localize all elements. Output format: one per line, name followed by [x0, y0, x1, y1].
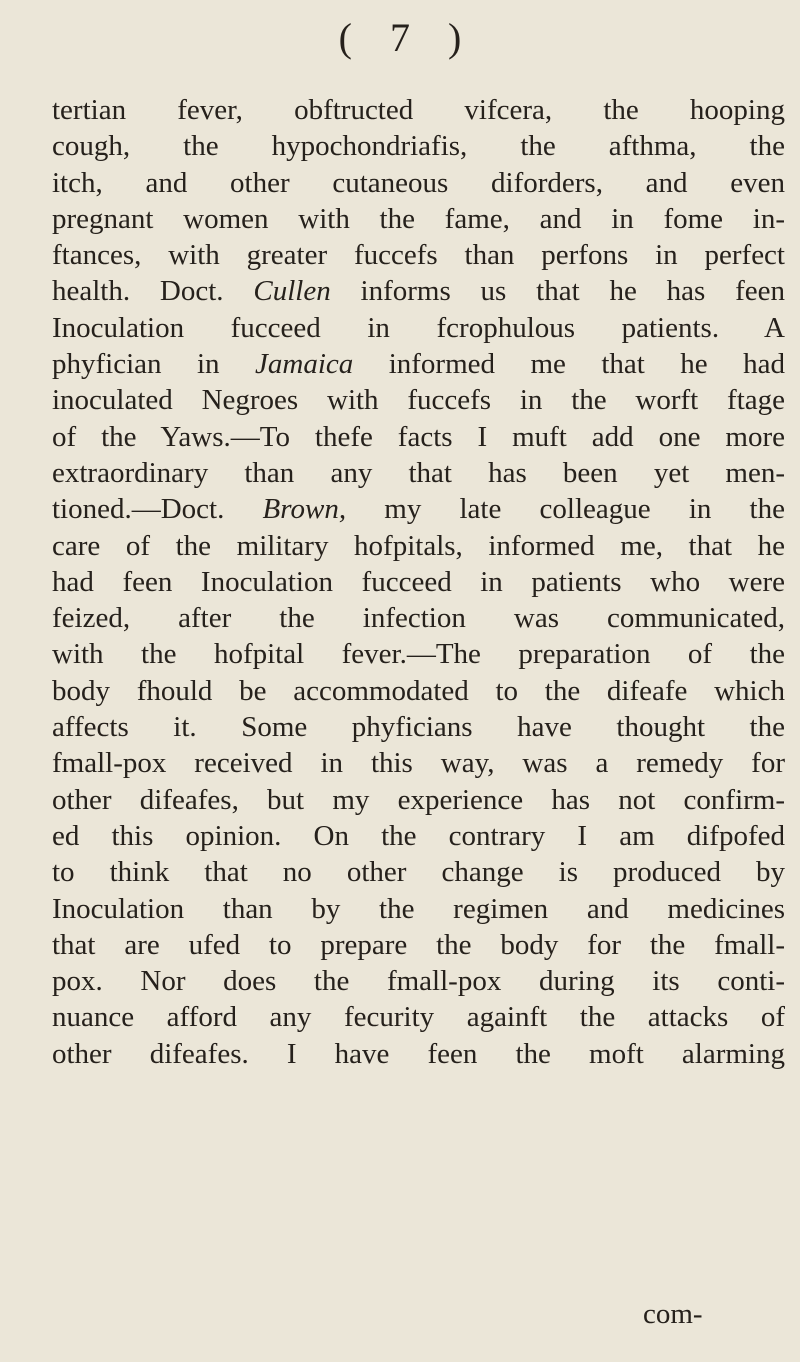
text-segment: my late colleague in the	[346, 493, 785, 526]
text-segment: pox. Nor does the fmall-pox during its conti-	[52, 965, 785, 998]
text-line	[52, 382, 785, 418]
text-line	[52, 782, 785, 818]
text-line	[52, 673, 785, 709]
text-line	[52, 201, 785, 237]
text-segment: itch, and other cutaneous diforders, and even	[52, 166, 785, 199]
italic-text: Brown,	[262, 493, 347, 526]
text-segment: of the Yaws.—To thefe facts I muft add one more	[52, 420, 785, 453]
text-line	[52, 963, 785, 999]
text-line	[52, 709, 785, 745]
page-number: ( 7 )	[338, 15, 476, 60]
text-segment: Inoculation fucceed in fcrophulous patients. A	[52, 311, 785, 344]
text-segment: cough, the hypochondriafis, the afthma, the	[52, 130, 785, 163]
text-segment: care of the military hofpitals, informed me, that he	[52, 529, 785, 562]
text-line	[52, 92, 785, 128]
text-segment: that are ufed to prepare the body for the fmall-	[52, 928, 785, 961]
text-segment: feized, after the infection was communicated,	[52, 602, 785, 635]
text-line	[52, 1036, 785, 1072]
text-line	[52, 128, 785, 164]
text-line	[52, 455, 785, 491]
text-line	[52, 564, 785, 600]
text-line	[52, 745, 785, 781]
text-line	[52, 273, 785, 309]
text-segment: health. Doct.	[52, 275, 254, 308]
text-line	[52, 600, 785, 636]
text-segment: nuance afford any fecurity againft the attacks of	[52, 1001, 785, 1034]
text-segment: inoculated Negroes with fuccefs in the worft ftage	[52, 384, 785, 417]
text-line	[52, 528, 785, 564]
text-segment: with the hofpital fever.—The preparation of the	[52, 638, 785, 671]
text-segment: pregnant women with the fame, and in fome in-	[52, 202, 785, 235]
body-text	[52, 92, 785, 1072]
text-segment: to think that no other change is produced by	[52, 856, 785, 889]
text-line	[52, 346, 785, 382]
text-segment: tertian fever, obftructed vifcera, the hooping	[52, 94, 785, 126]
text-line	[52, 237, 785, 273]
text-segment: Inoculation than by the regimen and medicines	[52, 892, 785, 925]
catchword: com-	[643, 1298, 703, 1330]
text-line	[52, 891, 785, 927]
text-segment: informs us that he has feen	[330, 275, 785, 308]
text-segment: ftances, with greater fuccefs than perfons in perfect	[52, 239, 785, 272]
text-segment: fmall-pox received in this way, was a remedy for	[52, 747, 785, 780]
text-line	[52, 419, 785, 455]
italic-text: Jamaica	[255, 348, 354, 381]
text-segment: tioned.—Doct.	[52, 493, 263, 526]
text-segment: phyfician in	[52, 348, 255, 381]
text-line	[52, 165, 785, 201]
text-segment: affects it. Some phyficians have thought the	[52, 711, 785, 744]
text-segment: extraordinary than any that has been yet men-	[52, 456, 785, 489]
text-line	[52, 310, 785, 346]
text-line	[52, 491, 785, 527]
text-segment: other difeafes. I have feen the moft alarming	[52, 1037, 785, 1070]
text-line	[52, 818, 785, 854]
text-segment: other difeafes, but my experience has not confirm-	[52, 783, 785, 816]
text-line	[52, 636, 785, 672]
text-segment: body fhould be accommodated to the difeafe which	[52, 674, 785, 707]
text-line	[52, 854, 785, 890]
text-line	[52, 927, 785, 963]
text-line	[52, 999, 785, 1035]
text-segment: had feen Inoculation fucceed in patients who were	[52, 565, 785, 598]
text-segment: ed this opinion. On the contrary I am difpofed	[52, 819, 785, 852]
italic-text: Cullen	[253, 275, 331, 308]
text-segment: informed me that he had	[353, 348, 785, 381]
